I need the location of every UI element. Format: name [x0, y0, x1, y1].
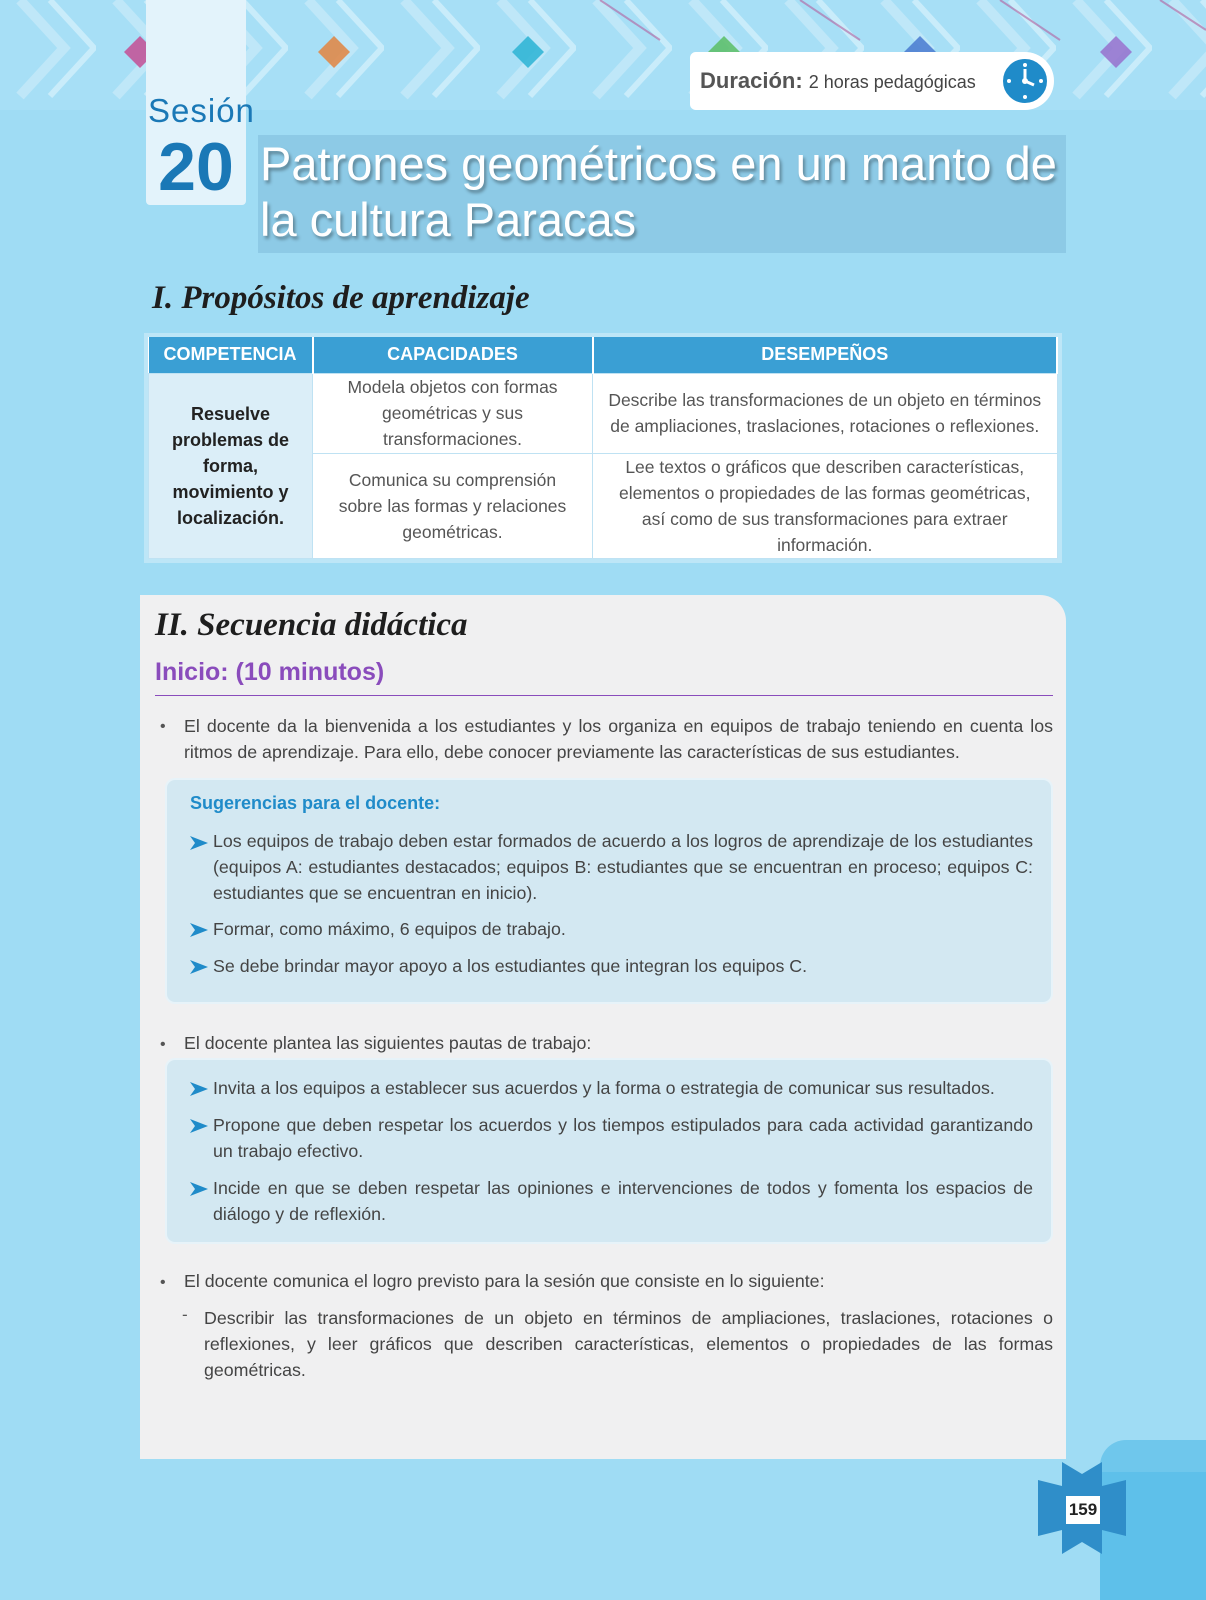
arrow-bullet-icon: [190, 836, 208, 850]
table-header-desempenos: DESEMPEÑOS: [593, 337, 1058, 373]
bullet-text: El docente comunica el logro previsto para la sesión que consiste en lo siguiente:: [184, 1271, 825, 1291]
table-row: [149, 373, 1058, 453]
table-header-capacidades: CAPACIDADES: [313, 337, 593, 373]
bullet-dot: •: [160, 718, 166, 735]
suggestions-title: Sugerencias para el docente:: [190, 793, 441, 813]
guideline-item: Invita a los equipos a establecer sus acuerdos y la forma o estrategia de comunicar sus resultados.: [213, 1078, 995, 1098]
desempeno-text: Lee textos o gráficos que describen características, elementos o propiedades de las formas geométricas, así como de sus transformaciones para extraer información.: [619, 456, 1031, 555]
session-number: 20: [158, 129, 234, 205]
capacidad-text: Comunica su comprensión sobre las formas y relaciones geométricas.: [338, 469, 567, 542]
desempeno-text: Describe las transformaciones de un objeto en términos de ampliaciones, traslaciones, rotaciones o reflexiones.: [608, 390, 1042, 436]
desempeno-cell: [593, 373, 1058, 453]
competencies-table: [148, 337, 1058, 559]
page-title: Patrones geométricos en un manto de la cultura Paracas: [260, 137, 1057, 246]
divider: [155, 695, 1053, 696]
duration-badge: [690, 52, 1054, 110]
arrow-bullet-icon: [190, 1182, 208, 1196]
bullet-text: El docente da la bienvenida a los estudiantes y los organiza en equipos de trabajo teniendo en cuenta los ritmos de aprendizaje. Para ello, debe conocer previamente las características de sus estudiantes.: [184, 716, 1053, 762]
sub-item-text: Describir las transformaciones de un objeto en términos de ampliaciones, traslaciones, rotaciones o reflexiones, y leer gráficos que describen características, elementos o propiedades de las formas geométricas.: [204, 1308, 1053, 1380]
clock-icon: [1000, 56, 1050, 106]
suggestion-item: Formar, como máximo, 6 equipos de trabajo.: [213, 919, 566, 939]
inicio-heading: Inicio: (10 minutos): [155, 658, 385, 686]
duration-label: Duración:: [700, 68, 803, 93]
dash-marker: -: [182, 1305, 188, 1324]
bullet-dot: •: [160, 1036, 166, 1053]
capacidad-cell: [313, 453, 593, 558]
page-number: 159: [1066, 1496, 1100, 1524]
suggestion-item: Los equipos de trabajo deben estar formados de acuerdo a los logros de aprendizaje de los estudiantes (equipos A: estudiantes destacados; equipos B: estudiantes que se encuentran en proceso; equipos C: estudiantes que se encuentran en inicio).: [213, 831, 1033, 903]
arrow-bullet-icon: [190, 923, 208, 937]
arrow-bullet-icon: [190, 1082, 208, 1096]
bullet-text: El docente plantea las siguientes pautas de trabajo:: [184, 1033, 592, 1053]
session-label: Sesión: [148, 92, 255, 129]
arrow-bullet-icon: [190, 1119, 208, 1133]
arrow-bullet-icon: [190, 960, 208, 974]
suggestion-item: Se debe brindar mayor apoyo a los estudiantes que integran los equipos C.: [213, 956, 808, 976]
competencia-cell: [149, 373, 313, 558]
guideline-item: Incide en que se deben respetar las opiniones e intervenciones de todos y fomenta los espacios de diálogo y de reflexión.: [213, 1178, 1033, 1224]
duration-value: 2 horas pedagógicas: [808, 72, 976, 92]
bullet-dot: •: [160, 1274, 166, 1291]
capacidad-cell: [313, 373, 593, 453]
desempeno-cell: [593, 453, 1058, 558]
guideline-item: Propone que deben respetar los acuerdos y los tiempos estipulados para cada actividad garantizando un trabajo efectivo.: [213, 1115, 1033, 1161]
section-heading-propositos: I. Propósitos de aprendizaje: [152, 280, 530, 316]
section-heading-secuencia: II. Secuencia didáctica: [155, 607, 468, 643]
competencia-text: Resuelve problemas de forma, movimiento y localización.: [171, 403, 290, 528]
table-header-competencia: COMPETENCIA: [149, 337, 313, 373]
capacidad-text: Modela objetos con formas geométricas y sus transformaciones.: [347, 377, 558, 449]
